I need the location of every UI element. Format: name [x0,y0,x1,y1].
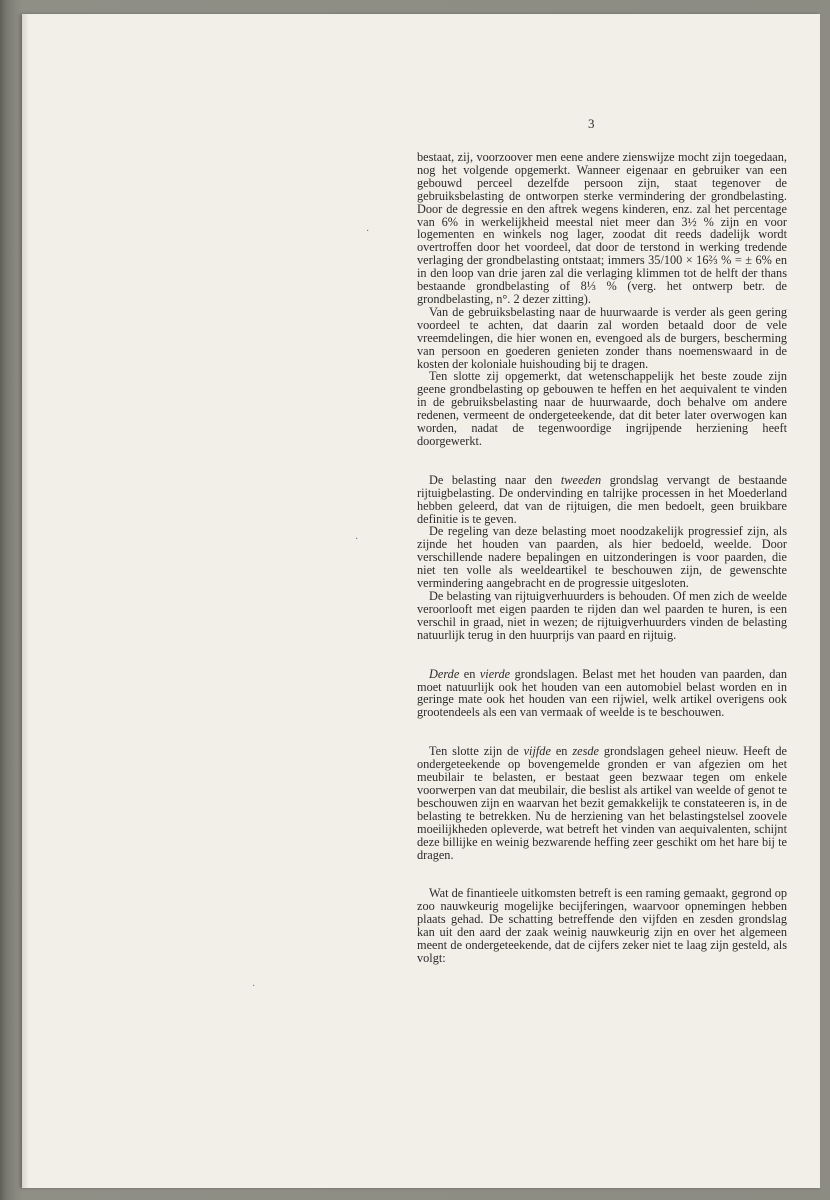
paragraph-gap [417,448,787,474]
document-page [22,14,820,1188]
paragraph-tweede-grondslag-1 [417,474,787,526]
text-run: Ten slotte zijn de [429,744,524,759]
text-run: De belasting naar den [429,472,561,487]
paragraph-gebruiksbelasting-2: Van de gebruiksbelasting naar de huurwaarde is verder als geen gering voordeel te achten, dat daarin zal worden betaald door de vele vreemdelingen, die hier wonen en, evengoed als de burgers, bescherming van persoon en goederen genieten zonder thans noemenswaard in de kosten der koloniale huishouding bij te dragen. [417,304,787,371]
page-binding-edge [22,14,28,1188]
paragraph-vijfde-zesde [417,745,787,861]
italic-term: vijfde [523,744,551,759]
margin-speck: · [355,534,359,545]
italic-term: tweeden [560,472,602,487]
paragraph-derde-vierde [417,668,787,720]
margin-speck: · [366,226,370,237]
text-run: grondslag vervangt de bestaande rijtuigbelasting. De ondervinding en talrijke processen in het Moederland hebben geleerd, dat van de rijtuigen, die men bedoelt, geen bruikbare definitie is te geven. [417,472,787,526]
paragraph-finantieele-uitkomsten: Wat de finantieele uitkomsten betreft is een raming gemaakt, gegrond op zoo nauwkeurig mogelijke becijferingen, waarvoor opnemingen hebben plaats gehad. De schatting betreffende den vijfden en zesden grondslag kan uit den aard der zaak weinig nauwkeurig zijn en over het algemeen meent de ondergeteekende, dat de cijfers zeker niet te laag zijn gesteld, als volgt: [417,886,787,965]
italic-term: vierde [479,666,511,681]
text-run: grondslagen. Belast met het houden van paarden, dan moet natuurlijk ook het houden van een automobiel belast worden en in geringe mate ook het houden van een rijwiel, welk artikel overigens ook grootendeels als een van vermaak of weelde is te beschouwen. [417,666,787,720]
paragraph-gap [417,719,787,745]
paragraph-tweede-grondslag-3: De belasting van rijtuigverhuurders is behouden. Of men zich de weelde veroorlooft met eigen paarden te rijden dan wel paarden te huren, is een verschil in graad, niet in wezen; de rijtuigverhuurders vinden de belasting natuurlijk terug in den huurprijs van paard en rijtuig. [417,589,787,642]
margin-speck: · [252,981,256,992]
italic-term: Derde [429,666,460,681]
paragraph-gebruiksbelasting-3: Ten slotte zij opgemerkt, dat wetenschappelijk het beste zoude zijn geene grondbelasting op gebouwen te heffen en het aequivalent te vinden in de gebruiksbelasting naar de huurwaarde, doch behalve om andere redenen, vermeent de ondergeteekende, dat dit beter later overwogen kan worden, nadat de tegenwoordige ingrijpende herziening heeft doorgewerkt. [417,369,787,448]
italic-term: zesde [572,744,599,759]
text-run: en [550,744,573,759]
text-column [417,151,787,965]
paragraph-tweede-grondslag-2: De regeling van deze belasting moet noodzakelijk progressief zijn, als zijnde het houden van paarden, als hier bedoeld, weelde. Door verschillende nadere bepalingen en uitzonderingen is voor paarden, die niet ten volle als weeldeartikel te beschouwen zijn, de gewenschte vermindering aangebracht en de progressie uitgesloten. [417,524,787,591]
paragraph-gebruiksbelasting-1: bestaat, zij, voorzoover men eene andere zienswijze mocht zijn toegedaan, nog het volgende opgemerkt. Wanneer eigenaar en gebruiker van een gebouwd perceel dezelfde persoon zijn, staat tegenover de gebruiksbelasting de ontworpen sterke vermindering der grondbelasting. Door de degressie en den aftrek wegens kinderen, enz. zal het percentage van 6% in werkelijkheid meestal niet meer dan 3½ % zijn en voor logementen en winkels nog lager, zoodat dit reeds dadelijk wordt overtroffen door het voordeel, dat door de terstond in werking tredende verlaging der grondbelasting ontstaat; immers 35/100 × 16⅔ % = ± 6% en in den loop van drie jaren zal die verlaging klimmen tot de helft der thans bestaande grondbelasting of 8⅓ % (verg. het ontwerp betr. de grondbelasting, n°. 2 dezer zitting). [417,150,787,306]
paragraph-gap [417,642,787,668]
text-run: grondslagen geheel nieuw. Heeft de ondergeteekende op bovengemelde gronden er van afgezien om het meubilair te belasten, er bestaat geen bezwaar tegen om enkele voorwerpen van dat meubilair, die beslist als artikel van weelde of genot te beschouwen zijn en waarvan het bezit gemakkelijk te constateeren is, in de belasting te betrekken. Nu de herziening van het belastingstelsel zoovele moeilijkheden opleverde, wat betreft het vinden van aequivalenten, schijnt deze billijke en weinig bezwarende heffing zeer geschikt om het hare bij te dragen. [417,744,787,862]
paragraph-gap [417,861,787,887]
page-number: 3 [588,116,595,131]
text-run: en [459,666,480,681]
